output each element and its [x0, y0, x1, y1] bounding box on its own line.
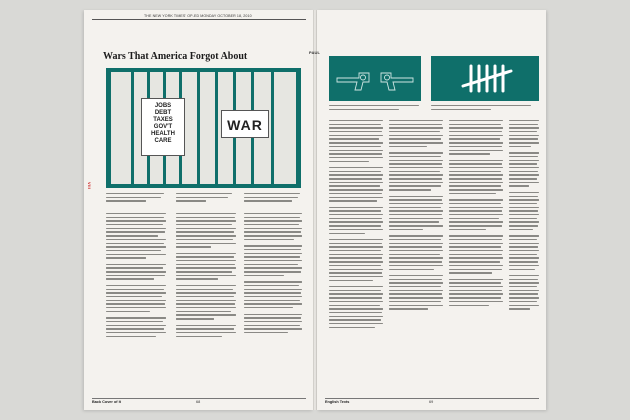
revolver-icon — [329, 56, 421, 101]
page-number: 68 — [196, 400, 201, 404]
section-tab: VIII — [87, 182, 92, 190]
sign-line: JOBS — [154, 103, 172, 109]
body-column-1 — [106, 213, 166, 339]
body-column-2 — [389, 120, 443, 312]
protest-sign-issues — [141, 98, 185, 156]
prison-bar — [197, 72, 200, 184]
left-page — [84, 10, 313, 410]
body-column-3 — [244, 213, 302, 336]
protest-sign-war: WAR — [221, 110, 269, 138]
revolvers-illustration — [329, 56, 421, 101]
running-head: THE NEW YORK TIMES' OP-ED MONDAY OCTOBER 18, 2010 — [144, 14, 252, 18]
body-column-4 — [509, 120, 539, 312]
top-rule — [92, 19, 306, 20]
magazine-spread — [84, 10, 546, 410]
body-column-2 — [176, 213, 236, 339]
sign-line: HEALTH — [151, 131, 175, 137]
photo-background — [111, 72, 296, 184]
prison-bar — [271, 72, 274, 184]
section-label: English Texts — [325, 400, 350, 404]
body-column-1 — [329, 120, 383, 330]
tally-marks-illustration — [431, 56, 539, 101]
bottom-rule — [92, 398, 306, 399]
running-head-right: PAUL — [309, 50, 320, 55]
tally-marks-icon — [431, 56, 539, 101]
sign-line: GOV'T — [153, 124, 173, 130]
photo-caption-left — [106, 193, 166, 204]
bottom-rule — [325, 398, 539, 399]
body-column-3 — [449, 120, 503, 308]
prison-bar — [215, 72, 218, 184]
right-page — [309, 10, 546, 410]
sign-line: TAXES — [153, 117, 173, 123]
photo-caption-center — [176, 193, 236, 204]
sign-line: DEBT — [154, 110, 172, 116]
sign-line: CARE — [154, 138, 172, 144]
article-headline: Wars That America Forgot About — [103, 51, 248, 62]
prison-bar — [131, 72, 134, 184]
photo-caption-right — [244, 193, 302, 204]
illustration-caption-right — [431, 105, 539, 112]
article-photo — [106, 68, 301, 188]
page-number: 69 — [429, 400, 434, 404]
illustration-caption-left — [329, 105, 421, 112]
section-label: Back Cover of It — [92, 400, 121, 404]
